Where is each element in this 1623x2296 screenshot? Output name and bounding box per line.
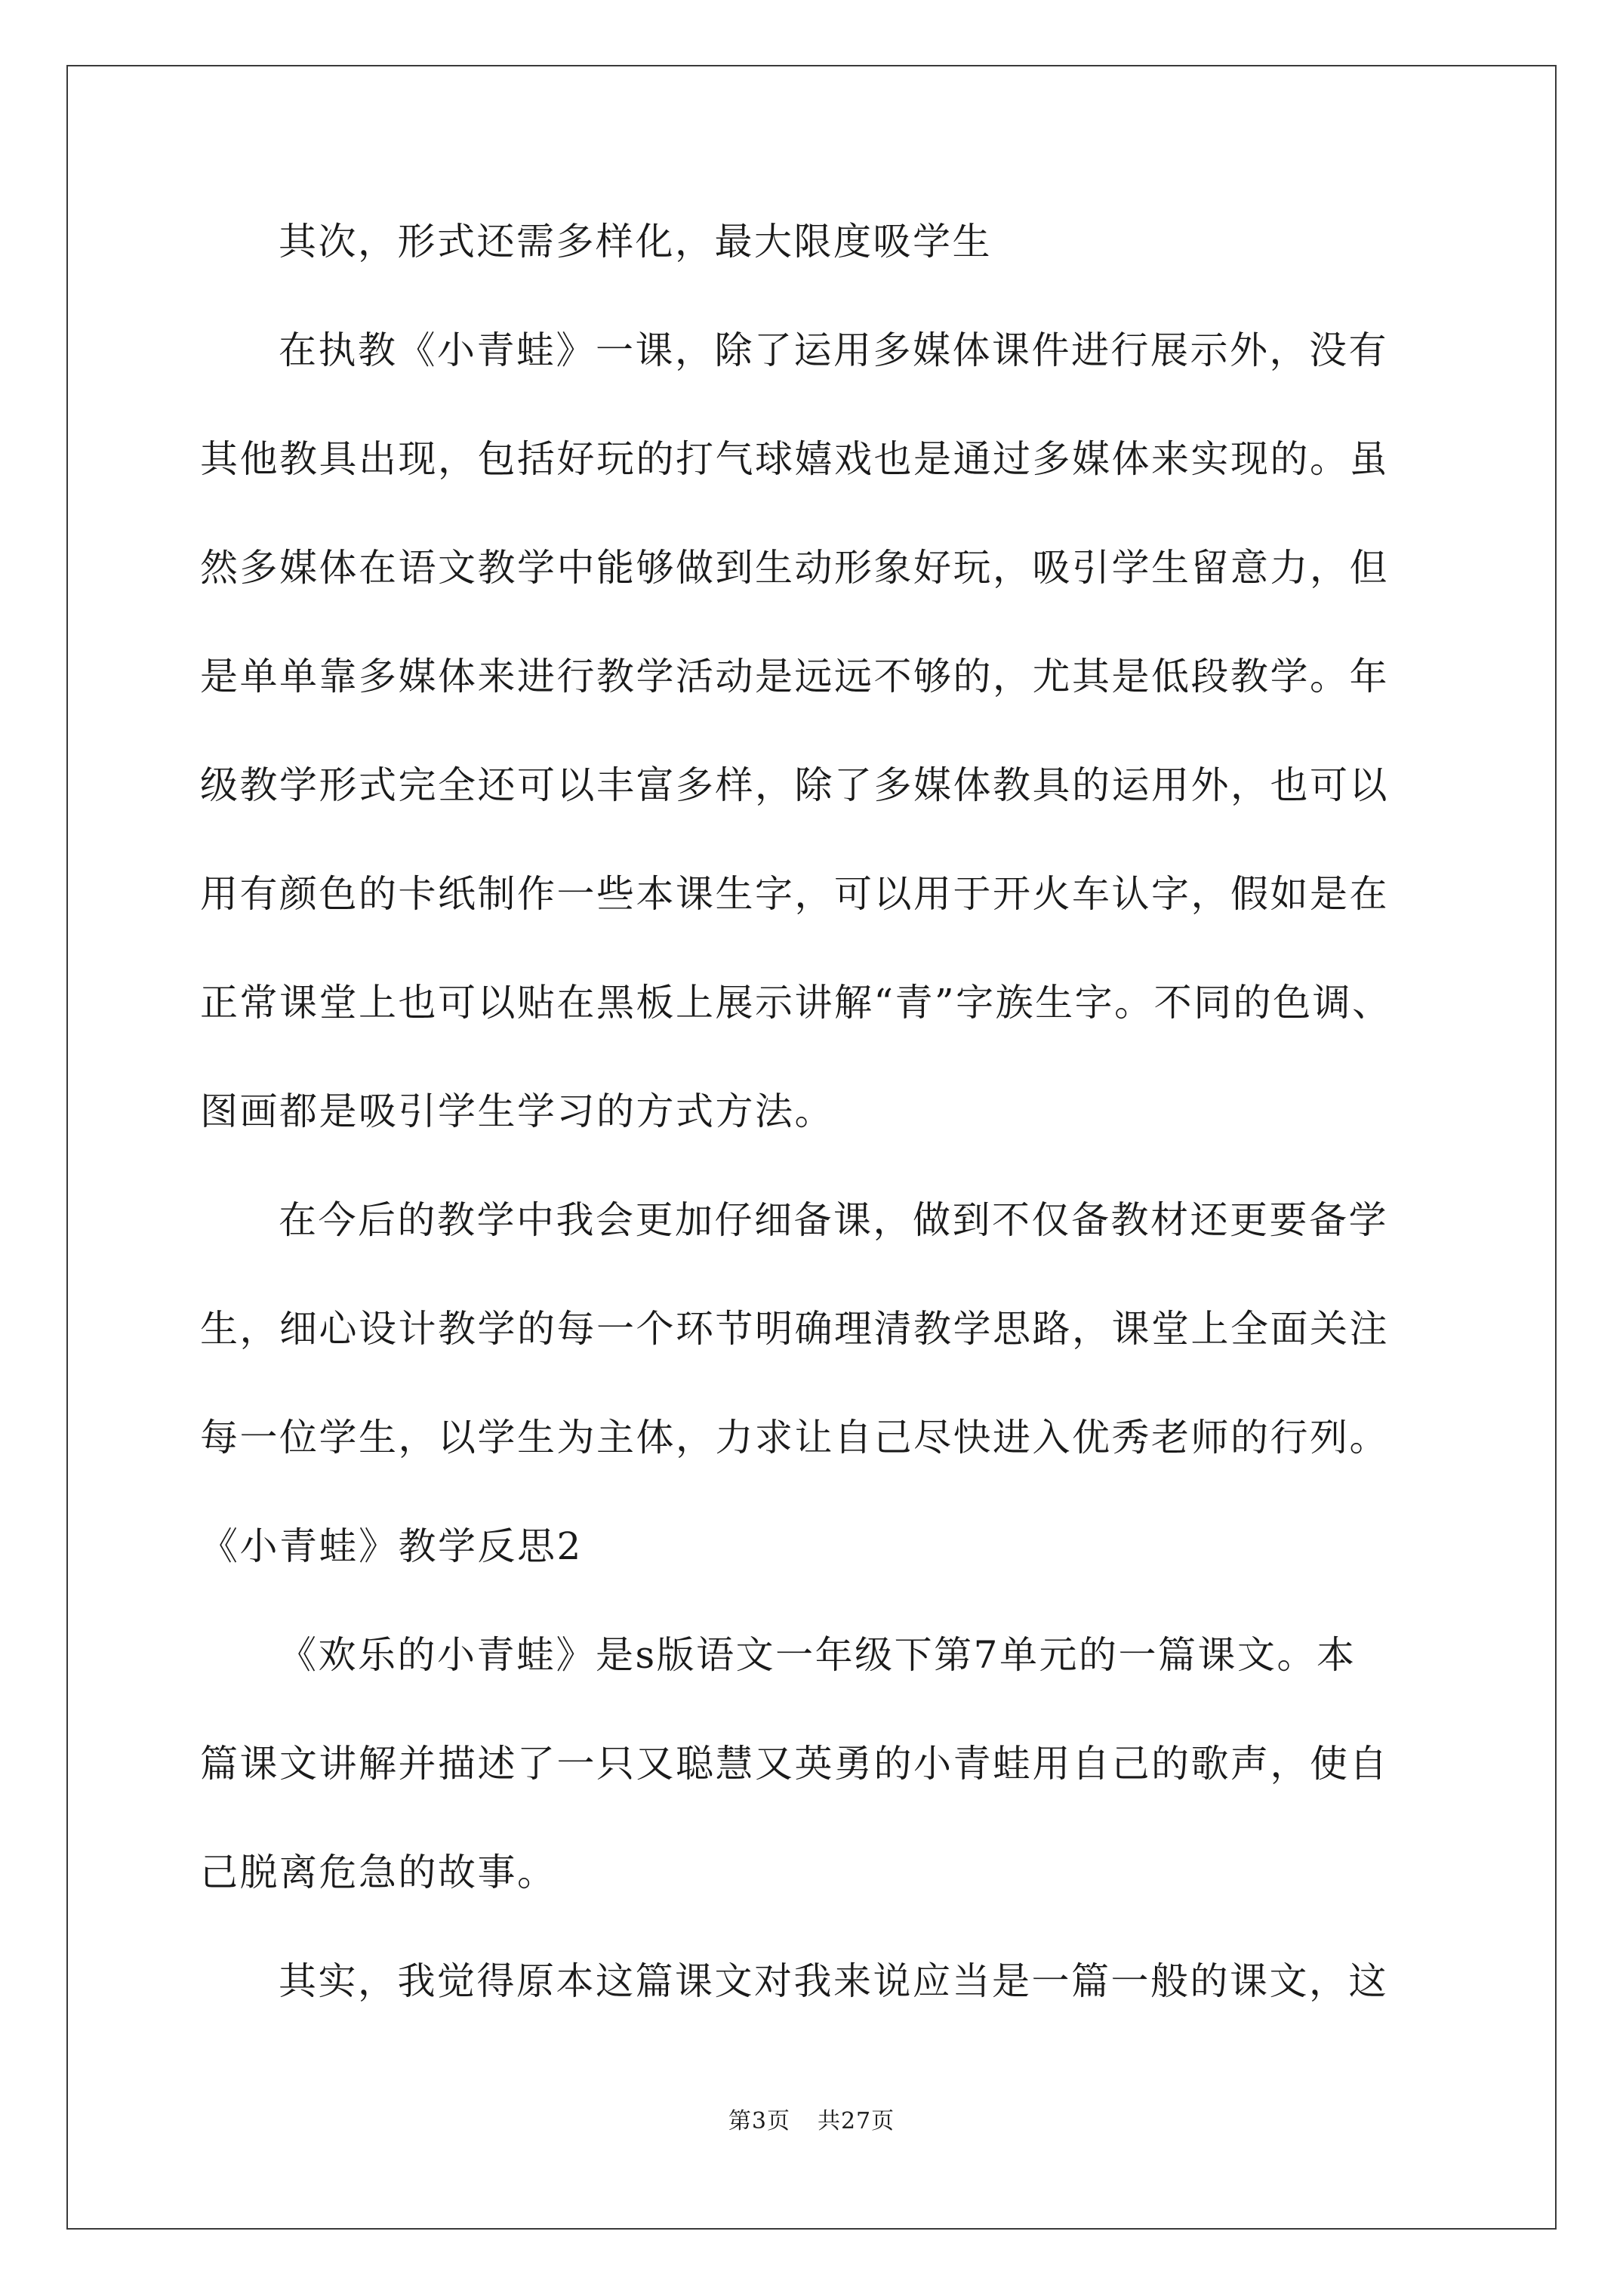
- paragraph-line: 生，细心设计教学的每一个环节明确理清教学思路，课堂上全面关注: [200, 1307, 1389, 1351]
- paragraph-line: 其他教具出现，包括好玩的打气球嬉戏也是通过多媒体来实现的。虽: [200, 437, 1389, 481]
- paragraph-line: 其次，形式还需多样化，最大限度吸学生: [279, 220, 992, 264]
- paragraph-line: 图画都是吸引学生学习的方式方法。: [200, 1089, 834, 1133]
- section-heading: 《小青蛙》教学反思2: [200, 1524, 583, 1568]
- paragraph-line: 级教学形式完全还可以丰富多样，除了多媒体教具的运用外，也可以: [200, 763, 1389, 807]
- paragraph-line: 正常课堂上也可以贴在黑板上展示讲解“青”字族生字。不同的色调、: [200, 981, 1392, 1025]
- page-number: 第3页: [728, 2108, 790, 2134]
- paragraph-line: 然多媒体在语文教学中能够做到生动形象好玩，吸引学生留意力，但: [200, 546, 1389, 590]
- paragraph-line: 《欢乐的小青蛙》是s版语文一年级下第7单元的一篇课文。本: [279, 1633, 1357, 1677]
- paragraph-line: 在执教《小青蛙》一课，除了运用多媒体课件进行展示外，没有: [279, 328, 1388, 372]
- paragraph-line: 在今后的教学中我会更加仔细备课，做到不仅备教材还更要备学: [279, 1198, 1388, 1242]
- paragraph-line: 用有颜色的卡纸制作一些本课生字，可以用于开火车认字，假如是在: [200, 872, 1389, 916]
- paragraph-line: 是单单靠多媒体来进行教学活动是远远不够的，尤其是低段教学。年: [200, 655, 1389, 698]
- page-border: [66, 65, 1557, 2230]
- paragraph-line: 篇课文讲解并描述了一只又聪慧又英勇的小青蛙用自己的歌声，使自: [200, 1742, 1389, 1786]
- paragraph-line: 己脱离危急的故事。: [200, 1851, 557, 1894]
- paragraph-line: 其实，我觉得原本这篇课文对我来说应当是一篇一般的课文，这: [279, 1959, 1388, 2003]
- page-total: 共27页: [817, 2108, 895, 2134]
- paragraph-line: 每一位学生，以学生为主体，力求让自己尽快进入优秀老师的行列。: [200, 1416, 1389, 1459]
- page-footer: [0, 2106, 1623, 2137]
